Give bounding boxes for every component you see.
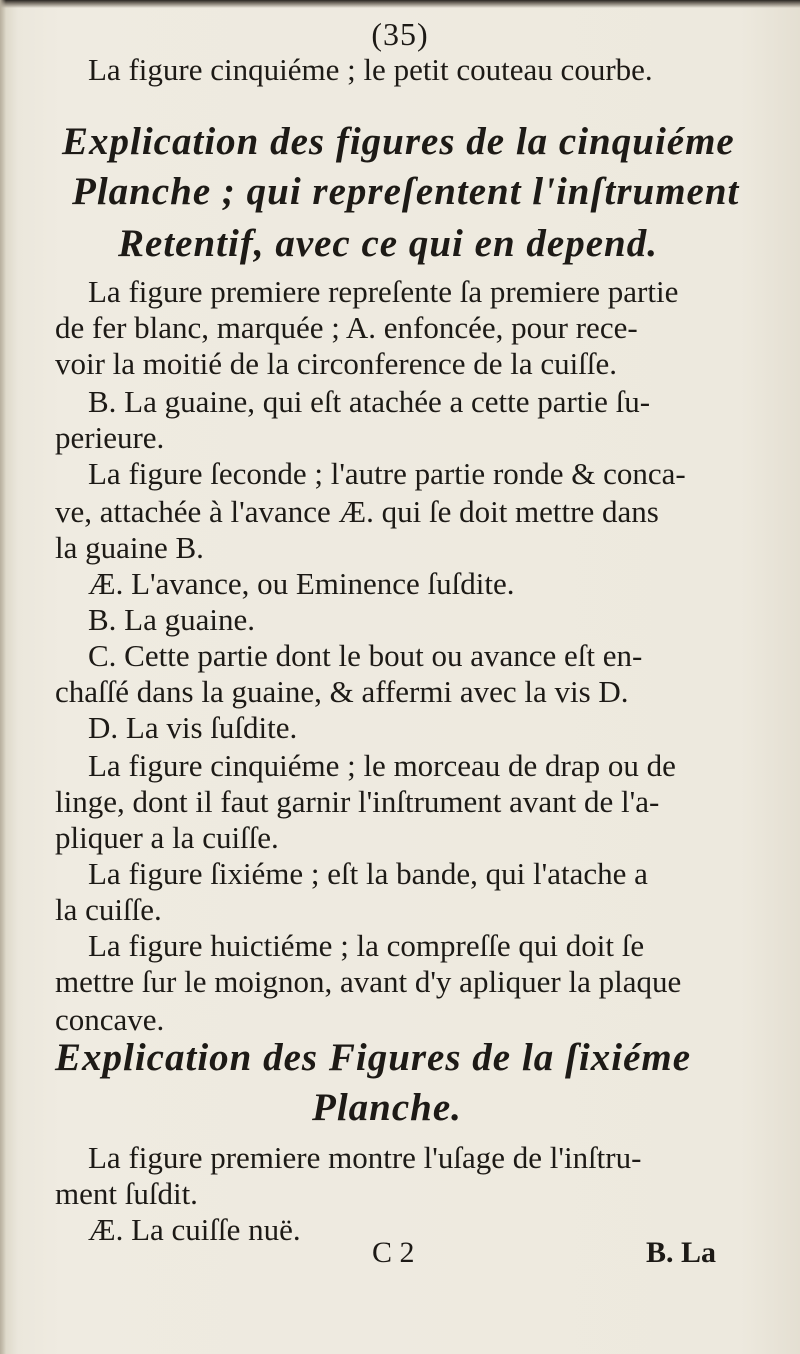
page-gutter-shadow xyxy=(0,0,6,1354)
catchword: B. La xyxy=(646,1236,717,1269)
text-line: la cuiſſe. xyxy=(55,892,162,927)
text-line: ve, attachée à l'avance Æ. qui ſe doit mettre dans xyxy=(55,494,659,529)
text-line: Æ. L'avance, ou Eminence ſuſdite. xyxy=(88,566,515,601)
text-line: concave. xyxy=(55,1002,165,1037)
text-line: perieure. xyxy=(55,420,165,455)
text-line: La figure ſeconde ; l'autre partie ronde & conca- xyxy=(88,456,686,491)
signature-mark: C 2 xyxy=(372,1236,415,1269)
text-line: mettre ſur le moignon, avant d'y apliquer la plaque xyxy=(55,964,682,999)
section-heading: Explication des Figures de la ſixiéme xyxy=(55,1036,692,1079)
section-heading: Retentif, avec ce qui en depend. xyxy=(118,222,658,265)
text-line: La figure cinquiéme ; le petit couteau courbe. xyxy=(88,52,653,87)
section-heading: Planche ; qui repreſentent l'inſtrument xyxy=(72,170,740,213)
text-line: de fer blanc, marquée ; A. enfoncée, pour rece- xyxy=(55,310,638,345)
text-line: La figure premiere repreſente ſa premiere partie xyxy=(88,274,679,309)
text-line: La figure huictiéme ; la compreſſe qui doit ſe xyxy=(88,928,645,963)
page-top-edge xyxy=(0,0,800,8)
text-line: C. Cette partie dont le bout ou avance eſt en- xyxy=(88,638,643,673)
text-line: La figure ſixiéme ; eſt la bande, qui l'atache a xyxy=(88,856,648,891)
text-line: linge, dont il faut garnir l'inſtrument avant de l'a- xyxy=(55,784,660,819)
text-line: ment ſuſdit. xyxy=(55,1176,198,1211)
text-line: Æ. La cuiſſe nuë. xyxy=(88,1212,301,1247)
text-line: voir la moitié de la circonference de la cuiſſe. xyxy=(55,346,618,381)
text-line: B. La guaine, qui eſt atachée a cette partie ſu- xyxy=(88,384,651,419)
section-heading: Explication des figures de la cinquiéme xyxy=(62,120,735,163)
text-line: la guaine B. xyxy=(55,530,204,565)
section-heading: Planche. xyxy=(312,1086,462,1129)
text-line: pliquer a la cuiſſe. xyxy=(55,820,279,855)
page-number: (35) xyxy=(371,16,429,52)
text-line: chaſſé dans la guaine, & affermi avec la vis D. xyxy=(55,674,629,709)
text-line: D. La vis ſuſdite. xyxy=(88,710,298,745)
text-line: La figure cinquiéme ; le morceau de drap ou de xyxy=(88,748,676,783)
text-line: La figure premiere montre l'uſage de l'inſtru- xyxy=(88,1140,642,1175)
text-line: B. La guaine. xyxy=(88,602,256,637)
